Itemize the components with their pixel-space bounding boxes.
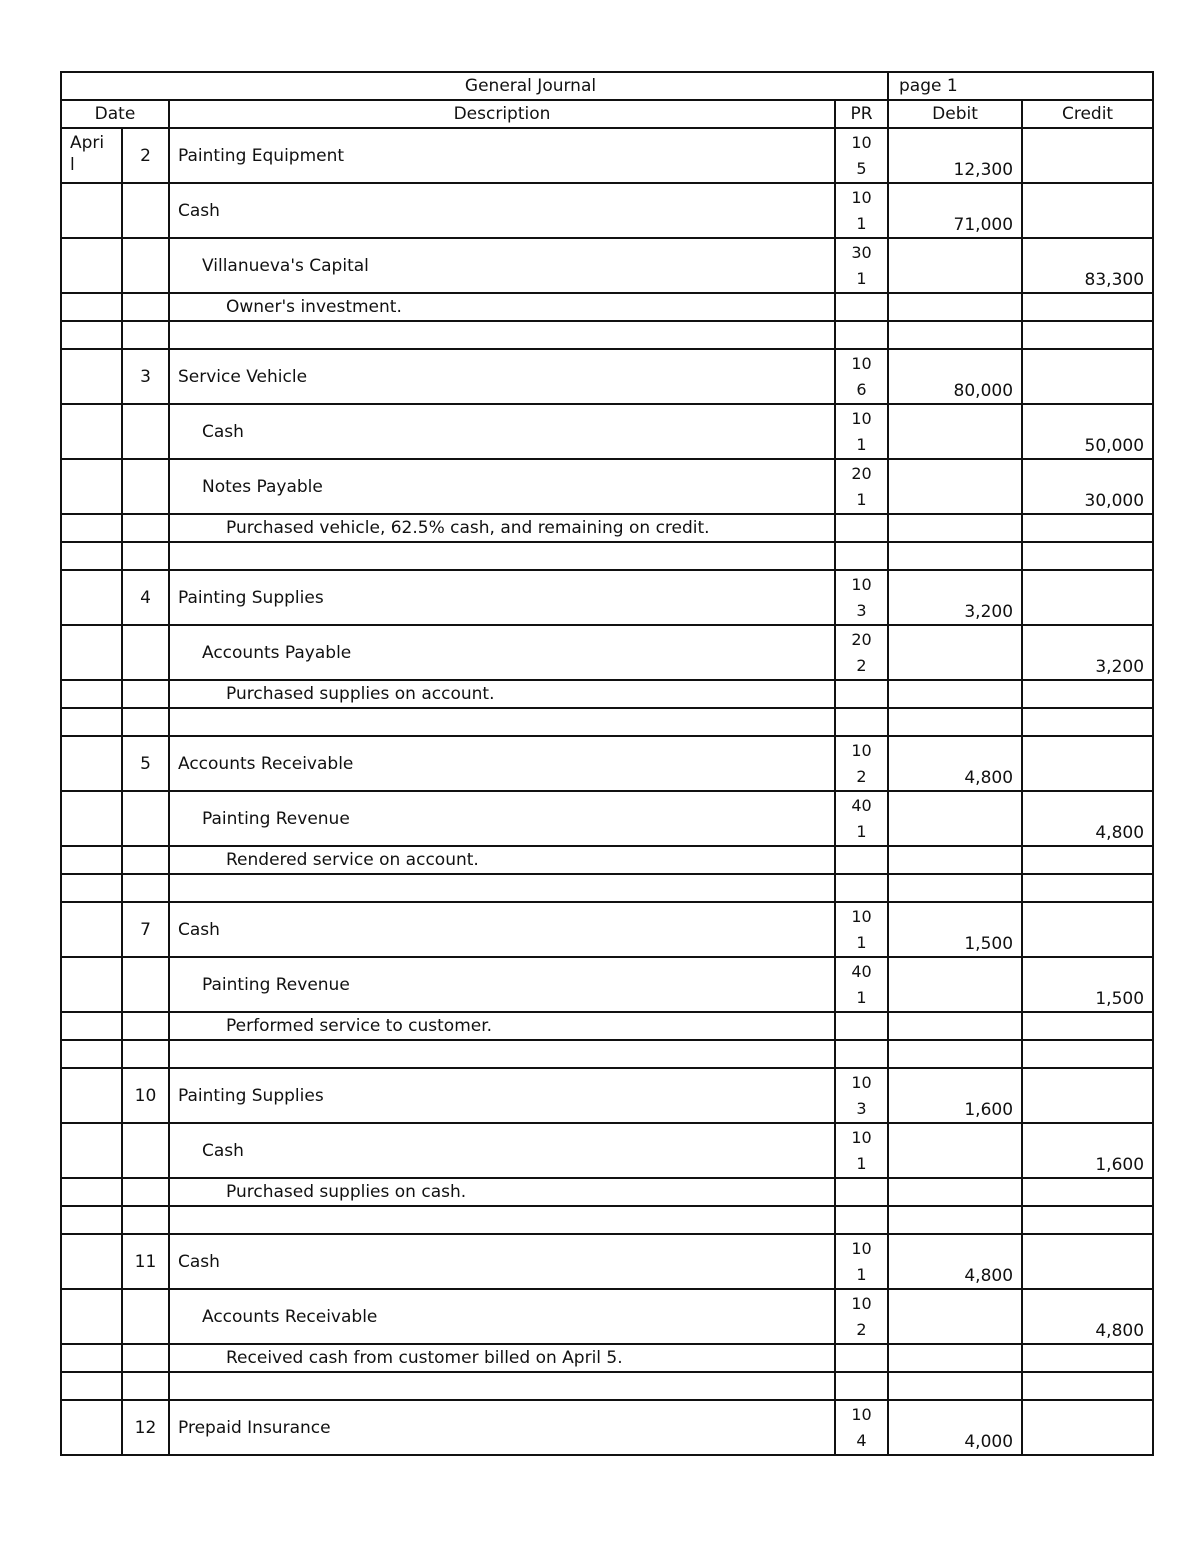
- empty-cell: [888, 1372, 1022, 1400]
- credit-amount: 3,200: [1022, 625, 1153, 680]
- empty-cell: [1022, 1040, 1153, 1068]
- date-day: [122, 183, 169, 238]
- empty-cell: [61, 542, 122, 570]
- account-title: Painting Supplies: [169, 570, 835, 625]
- journal-line: [61, 570, 1153, 625]
- blank-row: [61, 874, 1153, 902]
- empty-cell: [122, 846, 169, 874]
- journal-line: [61, 459, 1153, 514]
- empty-cell: [122, 321, 169, 349]
- pr-line-1: 10: [851, 408, 872, 428]
- empty-cell: [122, 514, 169, 542]
- pr-line-2: 1: [856, 434, 867, 454]
- entry-explanation: Owner's investment.: [169, 293, 835, 321]
- posting-reference: [835, 238, 888, 293]
- journal-line: [61, 128, 1153, 183]
- account-title: Service Vehicle: [169, 349, 835, 404]
- empty-cell: [61, 708, 122, 736]
- empty-cell: [888, 708, 1022, 736]
- entry-explanation: Purchased vehicle, 62.5% cash, and remaining on credit.: [169, 514, 835, 542]
- blank-row: [61, 321, 1153, 349]
- memo-row: [61, 1178, 1153, 1206]
- empty-cell: [835, 1012, 888, 1040]
- journal-line: [61, 625, 1153, 680]
- empty-cell: [1022, 1344, 1153, 1372]
- debit-amount: [888, 1123, 1022, 1178]
- empty-cell: [835, 321, 888, 349]
- empty-cell: [888, 846, 1022, 874]
- empty-cell: [835, 1206, 888, 1234]
- empty-cell: [1022, 1012, 1153, 1040]
- date-month: [61, 183, 122, 238]
- debit-amount: [888, 238, 1022, 293]
- pr-line-1: 10: [851, 187, 872, 207]
- pr-line-1: 40: [851, 961, 872, 981]
- account-title: Painting Revenue: [169, 957, 835, 1012]
- date-day: [122, 238, 169, 293]
- pr-line-2: 1: [856, 213, 867, 233]
- date-day: [122, 404, 169, 459]
- empty-cell: [61, 1040, 122, 1068]
- date-day: [122, 791, 169, 846]
- pr-line-1: 10: [851, 132, 872, 152]
- empty-cell: [888, 293, 1022, 321]
- debit-amount: [888, 957, 1022, 1012]
- description-header: Description: [169, 100, 835, 128]
- date-month: [61, 1289, 122, 1344]
- pr-line-2: 1: [856, 1264, 867, 1284]
- empty-cell: [169, 1372, 835, 1400]
- debit-amount: 1,600: [888, 1068, 1022, 1123]
- empty-cell: [1022, 1206, 1153, 1234]
- pr-line-2: 1: [856, 821, 867, 841]
- empty-cell: [835, 1178, 888, 1206]
- empty-cell: [61, 1344, 122, 1372]
- posting-reference: [835, 570, 888, 625]
- empty-cell: [835, 293, 888, 321]
- date-month: [61, 957, 122, 1012]
- empty-cell: [888, 1344, 1022, 1372]
- entry-explanation: Performed service to customer.: [169, 1012, 835, 1040]
- date-month: [61, 736, 122, 791]
- account-title: Prepaid Insurance: [169, 1400, 835, 1455]
- empty-cell: [122, 874, 169, 902]
- empty-cell: [61, 514, 122, 542]
- journal-line: [61, 404, 1153, 459]
- journal-line: [61, 1068, 1153, 1123]
- empty-cell: [1022, 680, 1153, 708]
- empty-cell: [1022, 1178, 1153, 1206]
- posting-reference: [835, 791, 888, 846]
- date-month: [61, 459, 122, 514]
- memo-row: [61, 293, 1153, 321]
- debit-amount: 4,000: [888, 1400, 1022, 1455]
- debit-amount: 3,200: [888, 570, 1022, 625]
- pr-line-2: 2: [856, 766, 867, 786]
- empty-cell: [835, 874, 888, 902]
- empty-cell: [835, 1344, 888, 1372]
- account-title: Cash: [169, 1123, 835, 1178]
- pr-line-1: 10: [851, 1404, 872, 1424]
- pr-line-1: 10: [851, 906, 872, 926]
- pr-header: PR: [835, 100, 888, 128]
- posting-reference: [835, 736, 888, 791]
- account-title: Cash: [169, 902, 835, 957]
- account-title: Notes Payable: [169, 459, 835, 514]
- credit-header: Credit: [1022, 100, 1153, 128]
- pr-line-1: 10: [851, 1238, 872, 1258]
- posting-reference: [835, 1068, 888, 1123]
- memo-row: [61, 1012, 1153, 1040]
- empty-cell: [835, 680, 888, 708]
- credit-amount: [1022, 128, 1153, 183]
- account-title: Painting Equipment: [169, 128, 835, 183]
- date-month: Apri l: [61, 128, 122, 183]
- empty-cell: [835, 846, 888, 874]
- date-header: Date: [61, 100, 169, 128]
- date-day: 11: [122, 1234, 169, 1289]
- posting-reference: [835, 625, 888, 680]
- empty-cell: [888, 542, 1022, 570]
- posting-reference: [835, 459, 888, 514]
- pr-line-1: 20: [851, 629, 872, 649]
- journal-line: [61, 1234, 1153, 1289]
- empty-cell: [61, 846, 122, 874]
- empty-cell: [122, 542, 169, 570]
- account-title: Cash: [169, 1234, 835, 1289]
- account-title: Painting Supplies: [169, 1068, 835, 1123]
- empty-cell: [61, 1012, 122, 1040]
- memo-row: [61, 514, 1153, 542]
- debit-amount: 71,000: [888, 183, 1022, 238]
- account-title: Accounts Payable: [169, 625, 835, 680]
- account-title: Cash: [169, 404, 835, 459]
- debit-amount: [888, 791, 1022, 846]
- pr-line-2: 2: [856, 655, 867, 675]
- credit-amount: 30,000: [1022, 459, 1153, 514]
- account-title: Accounts Receivable: [169, 1289, 835, 1344]
- credit-amount: [1022, 183, 1153, 238]
- account-title: Villanueva's Capital: [169, 238, 835, 293]
- empty-cell: [122, 680, 169, 708]
- empty-cell: [122, 1178, 169, 1206]
- credit-amount: 4,800: [1022, 1289, 1153, 1344]
- debit-amount: 4,800: [888, 1234, 1022, 1289]
- account-title: Cash: [169, 183, 835, 238]
- empty-cell: [1022, 846, 1153, 874]
- empty-cell: [61, 1372, 122, 1400]
- empty-cell: [835, 708, 888, 736]
- date-day: 5: [122, 736, 169, 791]
- date-day: 3: [122, 349, 169, 404]
- empty-cell: [1022, 1372, 1153, 1400]
- empty-cell: [169, 874, 835, 902]
- credit-amount: 4,800: [1022, 791, 1153, 846]
- credit-amount: [1022, 1400, 1153, 1455]
- credit-amount: [1022, 902, 1153, 957]
- empty-cell: [888, 1206, 1022, 1234]
- empty-cell: [1022, 542, 1153, 570]
- journal-line: [61, 957, 1153, 1012]
- credit-amount: [1022, 1068, 1153, 1123]
- empty-cell: [835, 1040, 888, 1068]
- empty-cell: [1022, 874, 1153, 902]
- journal-line: [61, 238, 1153, 293]
- account-title: Accounts Receivable: [169, 736, 835, 791]
- posting-reference: [835, 1400, 888, 1455]
- empty-cell: [835, 514, 888, 542]
- pr-line-2: 3: [856, 600, 867, 620]
- posting-reference: [835, 128, 888, 183]
- credit-amount: [1022, 1234, 1153, 1289]
- debit-amount: [888, 459, 1022, 514]
- date-month: [61, 1234, 122, 1289]
- empty-cell: [888, 874, 1022, 902]
- credit-amount: 1,600: [1022, 1123, 1153, 1178]
- date-day: 7: [122, 902, 169, 957]
- pr-line-1: 10: [851, 574, 872, 594]
- date-month: [61, 238, 122, 293]
- empty-cell: [835, 542, 888, 570]
- posting-reference: [835, 957, 888, 1012]
- empty-cell: [888, 514, 1022, 542]
- debit-amount: 80,000: [888, 349, 1022, 404]
- blank-row: [61, 1372, 1153, 1400]
- empty-cell: [122, 1012, 169, 1040]
- debit-amount: 4,800: [888, 736, 1022, 791]
- pr-line-2: 1: [856, 987, 867, 1007]
- date-month: [61, 570, 122, 625]
- date-day: 2: [122, 128, 169, 183]
- empty-cell: [1022, 293, 1153, 321]
- date-day: [122, 1123, 169, 1178]
- debit-amount: 12,300: [888, 128, 1022, 183]
- journal-line: [61, 1400, 1153, 1455]
- pr-line-2: 1: [856, 268, 867, 288]
- memo-row: [61, 680, 1153, 708]
- empty-cell: [61, 1206, 122, 1234]
- credit-amount: [1022, 570, 1153, 625]
- journal-line: [61, 1123, 1153, 1178]
- entry-explanation: Received cash from customer billed on April 5.: [169, 1344, 835, 1372]
- credit-amount: 83,300: [1022, 238, 1153, 293]
- pr-line-2: 2: [856, 1319, 867, 1339]
- empty-cell: [61, 680, 122, 708]
- date-month: [61, 1400, 122, 1455]
- credit-amount: [1022, 349, 1153, 404]
- journal-line: [61, 902, 1153, 957]
- posting-reference: [835, 902, 888, 957]
- pr-line-2: 6: [856, 379, 867, 399]
- date-month: [61, 349, 122, 404]
- posting-reference: [835, 349, 888, 404]
- date-day: [122, 625, 169, 680]
- date-month: [61, 902, 122, 957]
- empty-cell: [888, 1040, 1022, 1068]
- debit-amount: 1,500: [888, 902, 1022, 957]
- debit-amount: [888, 1289, 1022, 1344]
- credit-amount: [1022, 736, 1153, 791]
- empty-cell: [888, 1178, 1022, 1206]
- posting-reference: [835, 1123, 888, 1178]
- pr-line-1: 10: [851, 740, 872, 760]
- empty-cell: [888, 680, 1022, 708]
- debit-amount: [888, 625, 1022, 680]
- credit-amount: 50,000: [1022, 404, 1153, 459]
- journal-line: [61, 736, 1153, 791]
- empty-cell: [122, 1344, 169, 1372]
- posting-reference: [835, 183, 888, 238]
- debit-amount: [888, 404, 1022, 459]
- empty-cell: [169, 708, 835, 736]
- pr-line-2: 3: [856, 1098, 867, 1118]
- page-number: page 1: [888, 72, 1153, 100]
- date-day: [122, 957, 169, 1012]
- date-day: 10: [122, 1068, 169, 1123]
- entry-explanation: Purchased supplies on account.: [169, 680, 835, 708]
- journal-title: General Journal: [61, 72, 888, 100]
- general-journal-table: [60, 71, 1154, 1456]
- empty-cell: [835, 1372, 888, 1400]
- memo-row: [61, 846, 1153, 874]
- date-month: [61, 1123, 122, 1178]
- posting-reference: [835, 404, 888, 459]
- pr-line-1: 10: [851, 1293, 872, 1313]
- journal-line: [61, 791, 1153, 846]
- date-day: 4: [122, 570, 169, 625]
- pr-line-2: 4: [856, 1430, 867, 1450]
- empty-cell: [1022, 708, 1153, 736]
- pr-line-2: 1: [856, 932, 867, 952]
- date-day: [122, 1289, 169, 1344]
- posting-reference: [835, 1234, 888, 1289]
- blank-row: [61, 708, 1153, 736]
- pr-line-1: 10: [851, 1127, 872, 1147]
- account-title: Painting Revenue: [169, 791, 835, 846]
- empty-cell: [122, 708, 169, 736]
- column-header-row: [61, 100, 1153, 128]
- posting-reference: [835, 1289, 888, 1344]
- empty-cell: [169, 542, 835, 570]
- empty-cell: [169, 321, 835, 349]
- entry-explanation: Rendered service on account.: [169, 846, 835, 874]
- blank-row: [61, 542, 1153, 570]
- date-day: 12: [122, 1400, 169, 1455]
- pr-line-2: 5: [856, 158, 867, 178]
- date-month: [61, 625, 122, 680]
- journal-title-row: [61, 72, 1153, 100]
- empty-cell: [61, 321, 122, 349]
- journal-line: [61, 349, 1153, 404]
- empty-cell: [1022, 321, 1153, 349]
- empty-cell: [888, 1012, 1022, 1040]
- empty-cell: [169, 1206, 835, 1234]
- blank-row: [61, 1206, 1153, 1234]
- pr-line-1: 40: [851, 795, 872, 815]
- pr-line-2: 1: [856, 489, 867, 509]
- pr-line-1: 30: [851, 242, 872, 262]
- pr-line-1: 10: [851, 1072, 872, 1092]
- date-day: [122, 459, 169, 514]
- empty-cell: [888, 321, 1022, 349]
- pr-line-1: 10: [851, 353, 872, 373]
- empty-cell: [169, 1040, 835, 1068]
- empty-cell: [1022, 514, 1153, 542]
- pr-line-2: 1: [856, 1153, 867, 1173]
- blank-row: [61, 1040, 1153, 1068]
- date-month: [61, 791, 122, 846]
- journal-line: [61, 183, 1153, 238]
- journal-line: [61, 1289, 1153, 1344]
- empty-cell: [61, 1178, 122, 1206]
- memo-row: [61, 1344, 1153, 1372]
- credit-amount: 1,500: [1022, 957, 1153, 1012]
- entry-explanation: Purchased supplies on cash.: [169, 1178, 835, 1206]
- date-month: [61, 404, 122, 459]
- empty-cell: [61, 293, 122, 321]
- empty-cell: [122, 1040, 169, 1068]
- empty-cell: [61, 874, 122, 902]
- debit-header: Debit: [888, 100, 1022, 128]
- pr-line-1: 20: [851, 463, 872, 483]
- date-month: [61, 1068, 122, 1123]
- empty-cell: [122, 1206, 169, 1234]
- empty-cell: [122, 293, 169, 321]
- empty-cell: [122, 1372, 169, 1400]
